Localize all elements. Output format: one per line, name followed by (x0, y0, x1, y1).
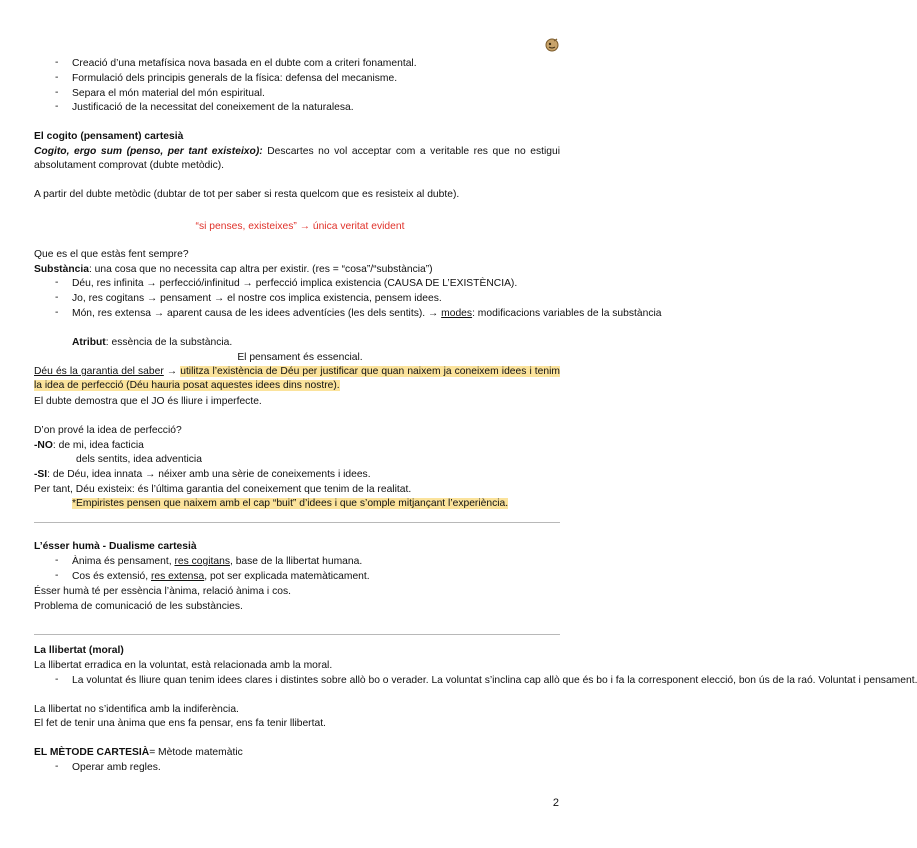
esser-line: Ésser humà té per essència l’ànima, relació ànima i cos. (34, 586, 291, 597)
llibertat-line: La llibertat erradica en la voluntat, està relacionada amb la moral. (34, 660, 333, 671)
list-item: Creació d’una metafísica nova basada en el dubte com a criteri fonamental. (72, 58, 417, 69)
section-divider (34, 634, 560, 635)
list-item: La voluntat és lliure quan tenim idees clares i distintes sobre allò bo o verader. La voluntat s’inclina cap allò que és bo i fa la corresponent elecció, bon ús de la raó. Voluntat i pensament. (72, 675, 917, 686)
llibertat-line: El fet de tenir una ànima que ens fa pensar, ens fa tenir llibertat. (34, 718, 326, 729)
atribut-definition: Atribut: essència de la substància. (72, 337, 233, 348)
list-item: Separa el món material del món espiritual. (72, 88, 265, 99)
list-item: Justificació de la necessitat del coneixement de la naturalesa. (72, 102, 354, 113)
cogito-latin: Cogito, ergo sum (penso, per tant existeixo): (34, 146, 263, 157)
page-number: 2 (552, 797, 559, 809)
quote-line: “si penses, existeixes” → única veritat evident (195, 221, 405, 232)
essencial-line: El pensament és essencial. (237, 352, 363, 363)
dubte-jo-line: El dubte demostra que el JO és lliure i imperfecte. (34, 396, 262, 407)
section-heading-cogito: El cogito (pensament) cartesià (34, 131, 184, 142)
document-logo-icon (545, 38, 559, 52)
on-prove-line: D’on prové la idea de perfecció? (34, 425, 182, 436)
deu-garantia-paragraph: Déu és la garantia del saber → utilitza l’existència de Déu per justificar que quan naixem ja coneixem idees i tenim la idea de perfecció (Déu hauria posat aquestes idees dins nostre). (34, 366, 560, 391)
llibertat-line: La llibertat no s’identifica amb la indiferència. (34, 704, 239, 715)
sentits-line: dels sentits, idea adventicia (76, 454, 202, 465)
list-item: Déu, res infinita → perfecció/infinitud → perfecció implica existencia (CAUSA DE L’EXISTÈNCIA). (72, 278, 518, 289)
si-line: -SI: de Déu, idea innata → néixer amb una sèrie de coneixements i idees. (34, 469, 371, 480)
highlight: utilitza l’existència de Déu per justificar que quan naixem ja coneixem idees i tenim la idea de perfecció (Déu hauria posat aquestes idees dins nostre). (34, 366, 560, 391)
list-item: Món, res extensa → aparent causa de les idees adventícies (les dels sentits). → modes: modificacions variables de la substància (72, 308, 662, 319)
per-tant-line: Per tant, Déu existeix: és l’última garantia del coneixement que tenim de la realitat. (34, 484, 412, 495)
list-item: Cos és extensió, res extensa, pot ser explicada matemàticament. (72, 571, 370, 582)
cogito-paragraph: Cogito, ergo sum (penso, per tant existeixo): Descartes no vol acceptar com a veritable res que no estigui absolutament comprovat (dubte metòdic). (34, 146, 560, 171)
list-item: Formulació dels principis generals de la física: defensa del mecanisme. (72, 73, 398, 84)
substancia-definition: Substància: una cosa que no necessita cap altra per existir. (res = “cosa”/“substància”) (34, 264, 433, 275)
dubte-paragraph: A partir del dubte metòdic (dubtar de tot per saber si resta quelcom que es resisteix al dubte). (34, 189, 460, 200)
section-heading-llibertat: La llibertat (moral) (34, 645, 124, 656)
section-heading-esser: L’ésser humà - Dualisme cartesià (34, 541, 197, 552)
list-item: Ànima és pensament, res cogitans, base de la llibertat humana. (72, 556, 363, 567)
list-item: Jo, res cogitans → pensament → el nostre cos implica existencia, pensem idees. (72, 293, 442, 304)
section-heading-metode: EL MÈTODE CARTESIÀ= Mètode matemàtic (34, 747, 243, 758)
section-divider (34, 522, 560, 523)
list-item: Operar amb regles. (72, 762, 161, 773)
empiristes-note: *Empiristes pensen que naixem amb el cap “buit” d’idees i que s’omple mitjançant l’experiència. (72, 498, 509, 509)
no-line: -NO: de mi, idea facticia (34, 440, 144, 451)
esser-line: Problema de comunicació de les substàncies. (34, 601, 243, 612)
question-line: Que es el que estàs fent sempre? (34, 249, 189, 260)
